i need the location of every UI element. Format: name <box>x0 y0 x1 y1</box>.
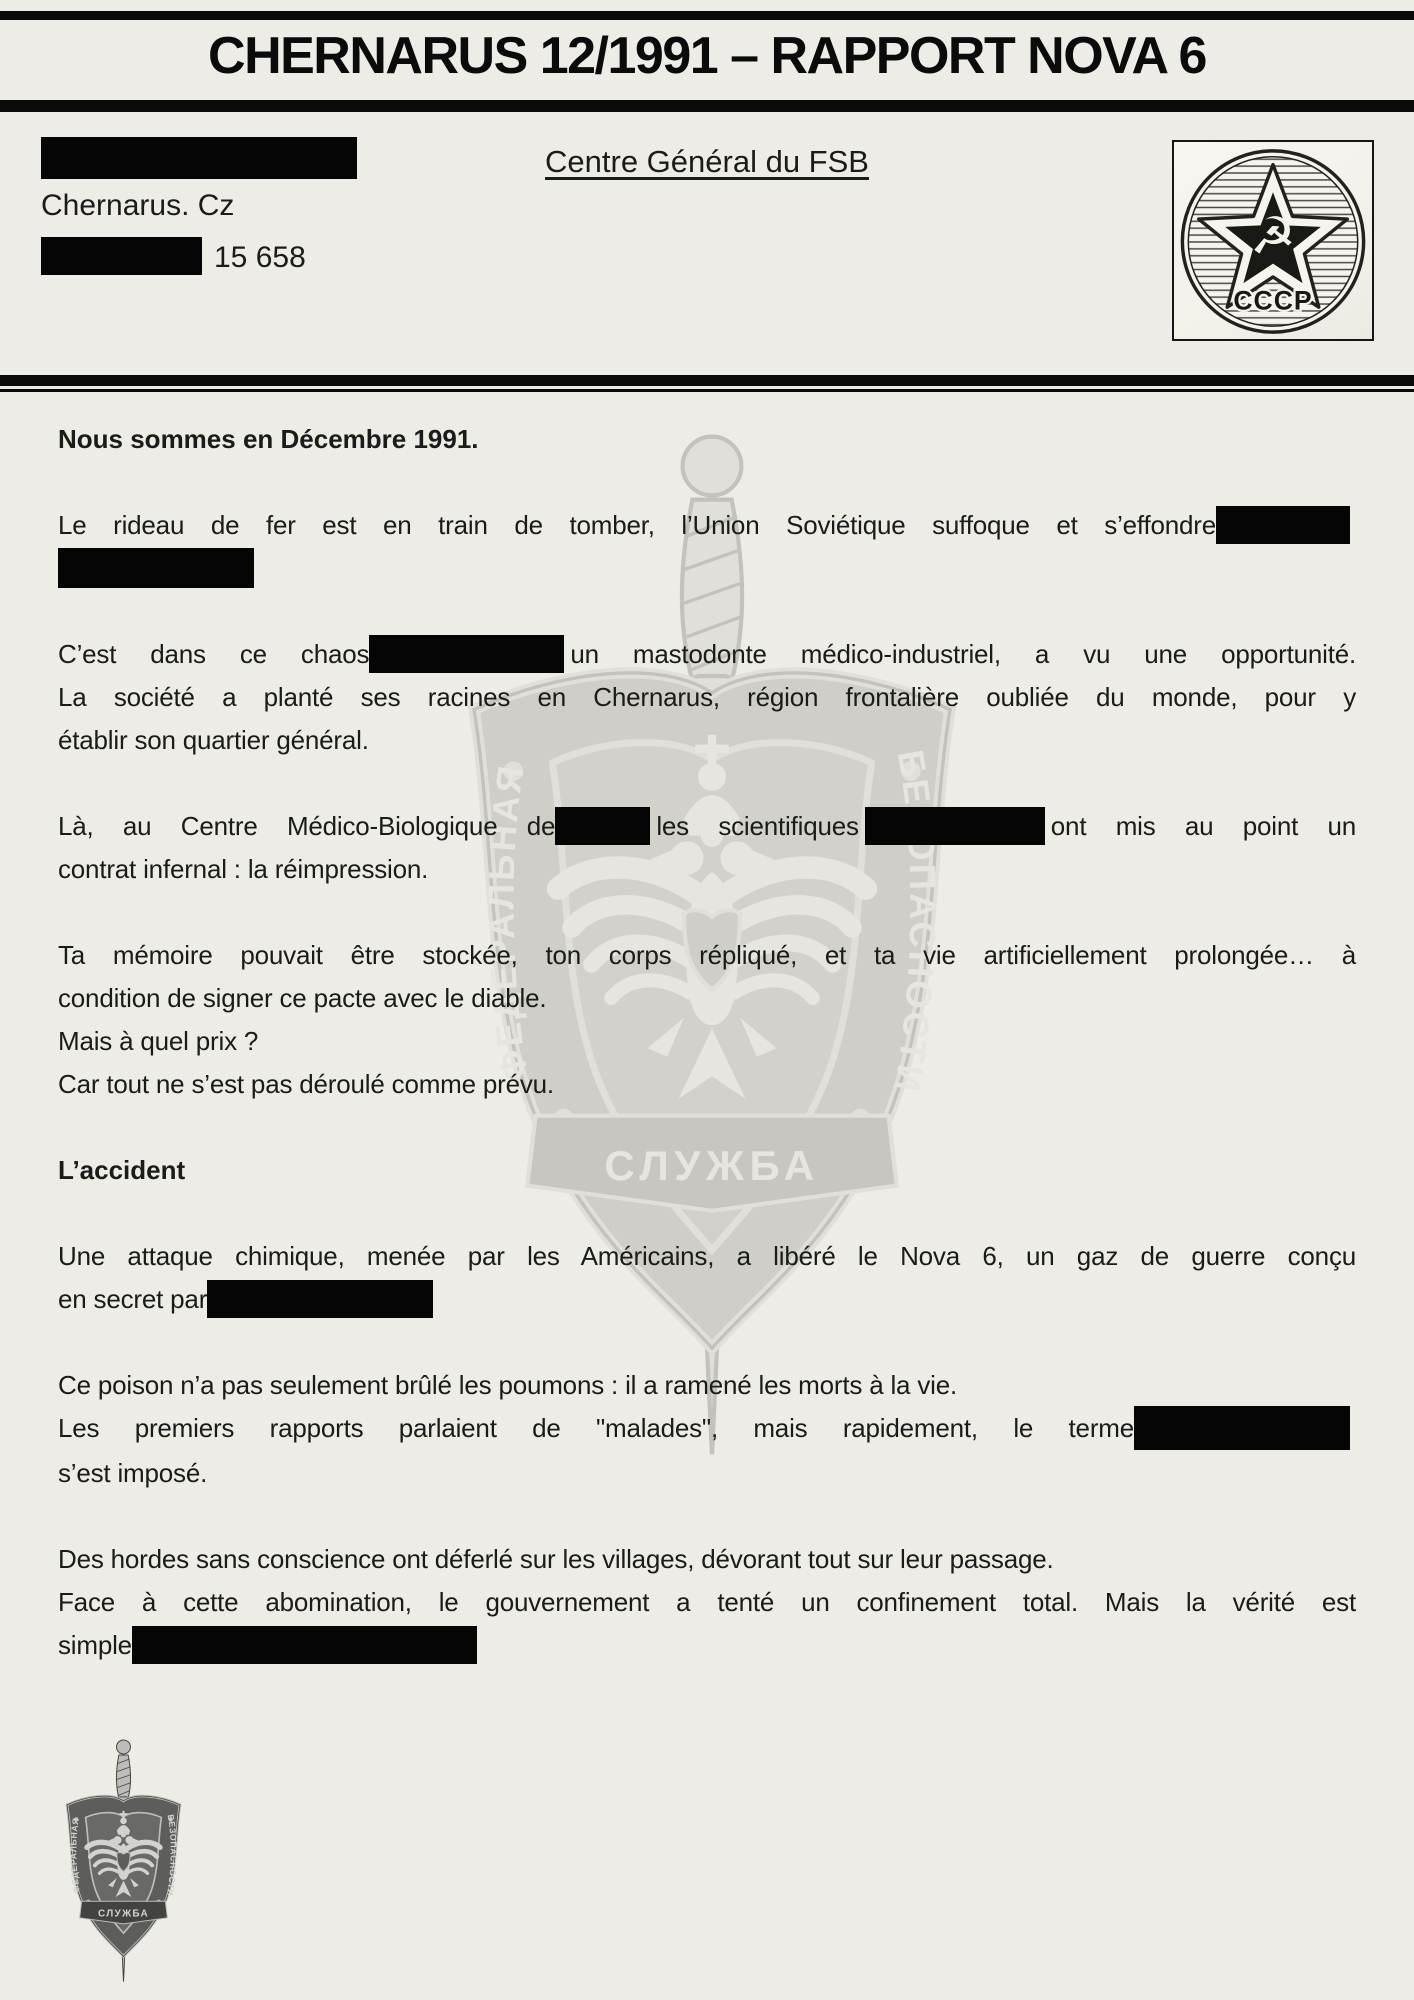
redaction-bar <box>1134 1406 1350 1450</box>
cccp-stamp-graphic <box>1174 142 1372 339</box>
redaction-bar <box>369 635 564 673</box>
text-line: La société a planté ses racines en Chernarus, région frontalière oubliée du monde, pour y <box>58 682 1356 713</box>
redaction-bar <box>41 237 202 275</box>
header-location: Chernarus. Cz <box>41 189 235 222</box>
paragraph <box>58 1364 1356 1495</box>
text-line: Les premiers rapports parlaient de "malades", mais rapidement, le terme <box>58 1407 1356 1452</box>
text-line: établir son quartier général. <box>58 725 369 756</box>
text-line: Face à cette abomination, le gouvernement a tenté un confinement total. Mais la vérité est <box>58 1587 1356 1618</box>
title-bottom-rule <box>0 100 1414 112</box>
paragraph <box>58 1235 1356 1321</box>
header-divider-thick <box>0 375 1414 386</box>
text-line: Ta mémoire pouvait être stockée, ton corps répliqué, et ta vie artificiellement prolongée… à <box>58 940 1356 971</box>
redaction-bar <box>865 807 1045 845</box>
paragraph <box>58 934 1356 1106</box>
text-line: Car tout ne s’est pas déroulé comme prévu. <box>58 1069 554 1100</box>
text-line: Des hordes sans conscience ont déferlé sur les villages, dévorant tout sur leur passage. <box>58 1544 1054 1575</box>
text-line: Nous sommes en Décembre 1991. <box>58 424 479 454</box>
header-center-title: Centre Général du FSB <box>545 144 869 179</box>
section-heading <box>58 418 1356 461</box>
top-rule <box>0 11 1414 20</box>
redaction-bar <box>58 548 254 588</box>
text-line: L’accident <box>58 1155 186 1186</box>
text-line: Une attaque chimique, menée par les Américains, a libéré le Nova 6, un gaz de guerre conçu <box>58 1241 1356 1272</box>
text-line: s’est imposé. <box>58 1458 208 1489</box>
fsb-crest-footer <box>57 1737 190 1987</box>
text-line: simple <box>58 1624 1356 1667</box>
redaction-bar <box>555 807 650 845</box>
header-divider-thin <box>0 389 1414 392</box>
redaction-bar <box>207 1280 433 1318</box>
text-line: Là, au Centre Médico-Biologique de les scientifiques ont mis au point un <box>58 805 1356 848</box>
text-line: Le rideau de fer est en train de tomber, l’Union Soviétique suffoque et s’effondre <box>58 504 1356 547</box>
text-line: en secret par <box>58 1278 1356 1321</box>
paragraph <box>58 1538 1356 1667</box>
text-line: condition de signer ce pacte avec le diable. <box>58 983 547 1014</box>
text-line: contrat infernal : la réimpression. <box>58 854 429 885</box>
text-line: C’est dans ce chaos un mastodonte médico-industriel, a vu une opportunité. <box>58 633 1356 676</box>
redaction-bar <box>1216 506 1350 544</box>
header-code: 15 658 <box>214 241 306 274</box>
hammer-sickle-icon: ☭ <box>1250 206 1296 267</box>
paragraph <box>58 504 1356 590</box>
text-line: Ce poison n’a pas seulement brûlé les poumons : il a ramené les morts à la vie. <box>58 1370 957 1401</box>
cccp-stamp <box>1172 140 1374 341</box>
document-title: CHERNARUS 12/1991 – RAPPORT NOVA 6 <box>208 27 1206 85</box>
section-heading <box>58 1149 1356 1192</box>
stamp-label: CCCP <box>1233 285 1313 316</box>
paragraph <box>58 805 1356 891</box>
text-line <box>58 547 1356 590</box>
paragraph <box>58 633 1356 762</box>
text-line: Mais à quel prix ? <box>58 1026 259 1057</box>
redaction-bar <box>132 1626 477 1664</box>
document-body <box>58 418 1356 1710</box>
